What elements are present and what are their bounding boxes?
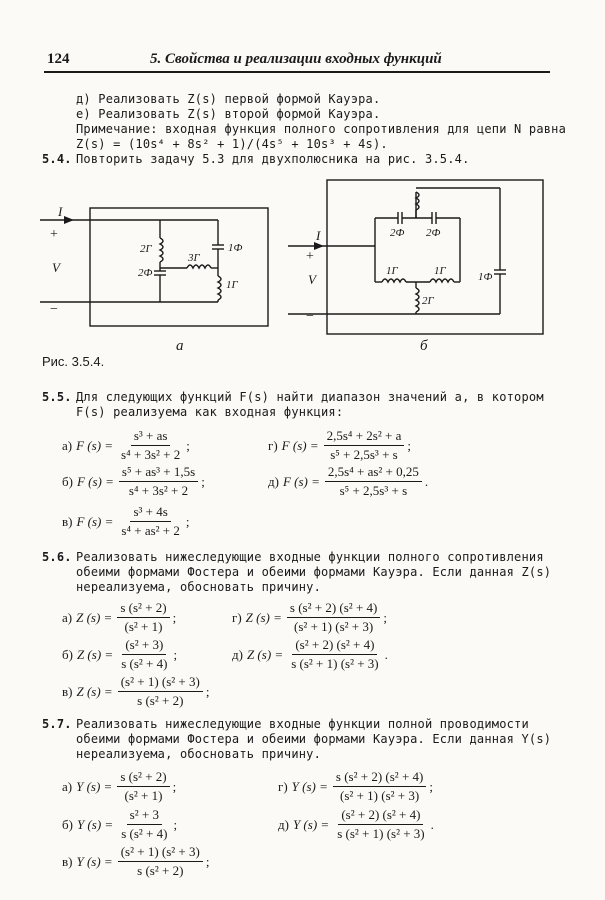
- problem-text: F(s) реализуема как входная функция:: [76, 405, 344, 419]
- label-voltage-a: V: [52, 260, 60, 275]
- problem-number: 5.7.: [42, 717, 72, 731]
- header-rule: [44, 71, 550, 73]
- formula-5-5-v: в) F (s) = $\frac{\text{s³ + 4s}}{\text{s⁴ + as² + 2}}$ ;: [62, 504, 190, 538]
- intro-line: Примечание: входная функция полного сопротивления для цепи N равна: [76, 122, 567, 136]
- formula-5-7-b: б) Y (s) = $\frac{\text{s² + 3}}{\text{s (s² + 4)}}$ ;: [62, 807, 178, 841]
- formula-5-6-b: б) Z (s) = $\frac{\text{(s² + 3)}}{\text{s (s² + 4)}}$ ;: [62, 637, 178, 671]
- inductor-1g: [218, 276, 221, 300]
- inductor-b-2g: [416, 288, 419, 312]
- formula-5-5-d: д) F (s) = $\frac{\text{2,5s⁴ + as² + 0,25}}{\text{s⁵ + 2,5s³ + s}}$ .: [268, 464, 429, 498]
- running-title: 5. Свойства и реализации входных функций: [150, 51, 442, 67]
- label-minus-a: −: [50, 302, 58, 317]
- formula-5-7-g: г) Y (s) = $\frac{\text{s (s² + 2) (s² + 4)}}{\text{(s² + 1) (s² + 3)}}$ ;: [278, 769, 433, 803]
- problem-text: нереализуема, обосновать причину.: [76, 747, 322, 761]
- problem-text: Реализовать нижеследующие входные функции полного сопротивления: [76, 550, 544, 564]
- intro-line: е) Реализовать Z(s) второй формой Кауэра.: [76, 107, 381, 121]
- label-C2-a: 2Ф: [138, 267, 153, 279]
- problem-text: Для следующих функций F(s) найти диапазон значений a, в котором: [76, 390, 544, 404]
- problem-number: 5.4.: [42, 152, 72, 166]
- inductor-3g: [187, 265, 211, 268]
- label-L1-a: 2Г: [140, 243, 152, 255]
- label-plus-b: +: [306, 249, 314, 264]
- page-number: 124: [47, 51, 70, 67]
- problem-number: 5.6.: [42, 550, 72, 564]
- circuit-figure: [30, 168, 570, 358]
- label-current-b: I: [316, 228, 321, 243]
- figure-sub-b: б: [420, 338, 428, 354]
- formula-5-7-v: в) Y (s) = $\frac{\text{(s² + 1) (s² + 3)}}{\text{s (s² + 2)}}$ ;: [62, 844, 210, 878]
- formula-5-6-d: д) Z (s) = $\frac{\text{(s² + 2) (s² + 4)}}{\text{s (s² + 1) (s² + 3)}}$ .: [232, 637, 388, 671]
- label-L2-b: 1Г: [434, 265, 446, 277]
- inductor-2g: [160, 238, 163, 262]
- problem-text: нереализуема, обосновать причину.: [76, 580, 322, 594]
- label-C3-b: 1Ф: [478, 271, 493, 283]
- label-C1-b: 2Ф: [390, 227, 405, 239]
- inductor-b-1g-right: [430, 279, 454, 282]
- figure-caption: Рис. 3.5.4.: [42, 354, 105, 369]
- circuit-a-frame: [90, 208, 268, 326]
- formula-5-7-a: а) Y (s) = $\frac{\text{s (s² + 2)}}{\text{(s² + 1)}}$ ;: [62, 769, 177, 803]
- formula-5-5-g: г) F (s) = $\frac{\text{2,5s⁴ + 2s² + a}}{\text{s⁵ + 2,5s³ + s}}$ ;: [268, 428, 411, 462]
- formula-5-6-v: в) Z (s) = $\frac{\text{(s² + 1) (s² + 3)}}{\text{s (s² + 2)}}$ ;: [62, 674, 210, 708]
- inductor-b-1g-left: [382, 279, 406, 282]
- formula-5-7-d: д) Y (s) = $\frac{\text{(s² + 2) (s² + 4)}}{\text{s (s² + 1) (s² + 3)}}$ .: [278, 807, 434, 841]
- figure-sub-a: а: [176, 338, 184, 354]
- intro-line: д) Реализовать Z(s) первой формой Кауэра.: [76, 92, 381, 106]
- formula-5-5-b: б) F (s) = $\frac{\text{s⁵ + as³ + 1,5s}}{\text{s⁴ + 3s² + 2}}$ ;: [62, 464, 205, 498]
- intro-line: Z(s) = (10s⁴ + 8s² + 1)/(4s⁵ + 10s³ + 4s).: [76, 137, 388, 151]
- label-plus-a: +: [50, 227, 58, 242]
- formula-5-6-g: г) Z (s) = $\frac{\text{s (s² + 2) (s² + 4)}}{\text{(s² + 1) (s² + 3)}}$ ;: [232, 600, 387, 634]
- label-voltage-b: V: [308, 272, 316, 287]
- label-C1-a: 1Ф: [228, 242, 243, 254]
- problem-number: 5.5.: [42, 390, 72, 404]
- problem-text: обеими формами Фостера и обеими формами Кауэра. Если данная Y(s): [76, 732, 552, 746]
- label-L3-b: 2Г: [422, 295, 434, 307]
- label-L3-a: 1Г: [226, 279, 238, 291]
- label-L1-b: 1Г: [386, 265, 398, 277]
- problem-text: Повторить задачу 5.3 для двухполюсника на рис. 3.5.4.: [76, 152, 470, 166]
- problem-text: обеими формами Фостера и обеими формами Кауэра. Если данная Z(s): [76, 565, 552, 579]
- formula-5-5-a: а) F (s) = $\frac{\text{s³ + as}}{\text{s⁴ + 3s² + 2}}$ ;: [62, 428, 190, 462]
- label-minus-b: −: [306, 309, 314, 324]
- label-current-a: I: [58, 204, 63, 219]
- problem-text: Реализовать нижеследующие входные функции полной проводимости: [76, 717, 529, 731]
- label-C2-b: 2Ф: [426, 227, 441, 239]
- circuit-b-frame: [327, 180, 543, 334]
- formula-5-6-a: а) Z (s) = $\frac{\text{s (s² + 2)}}{\text{(s² + 1)}}$ ;: [62, 600, 177, 634]
- label-L2-a: 3Г: [188, 252, 200, 264]
